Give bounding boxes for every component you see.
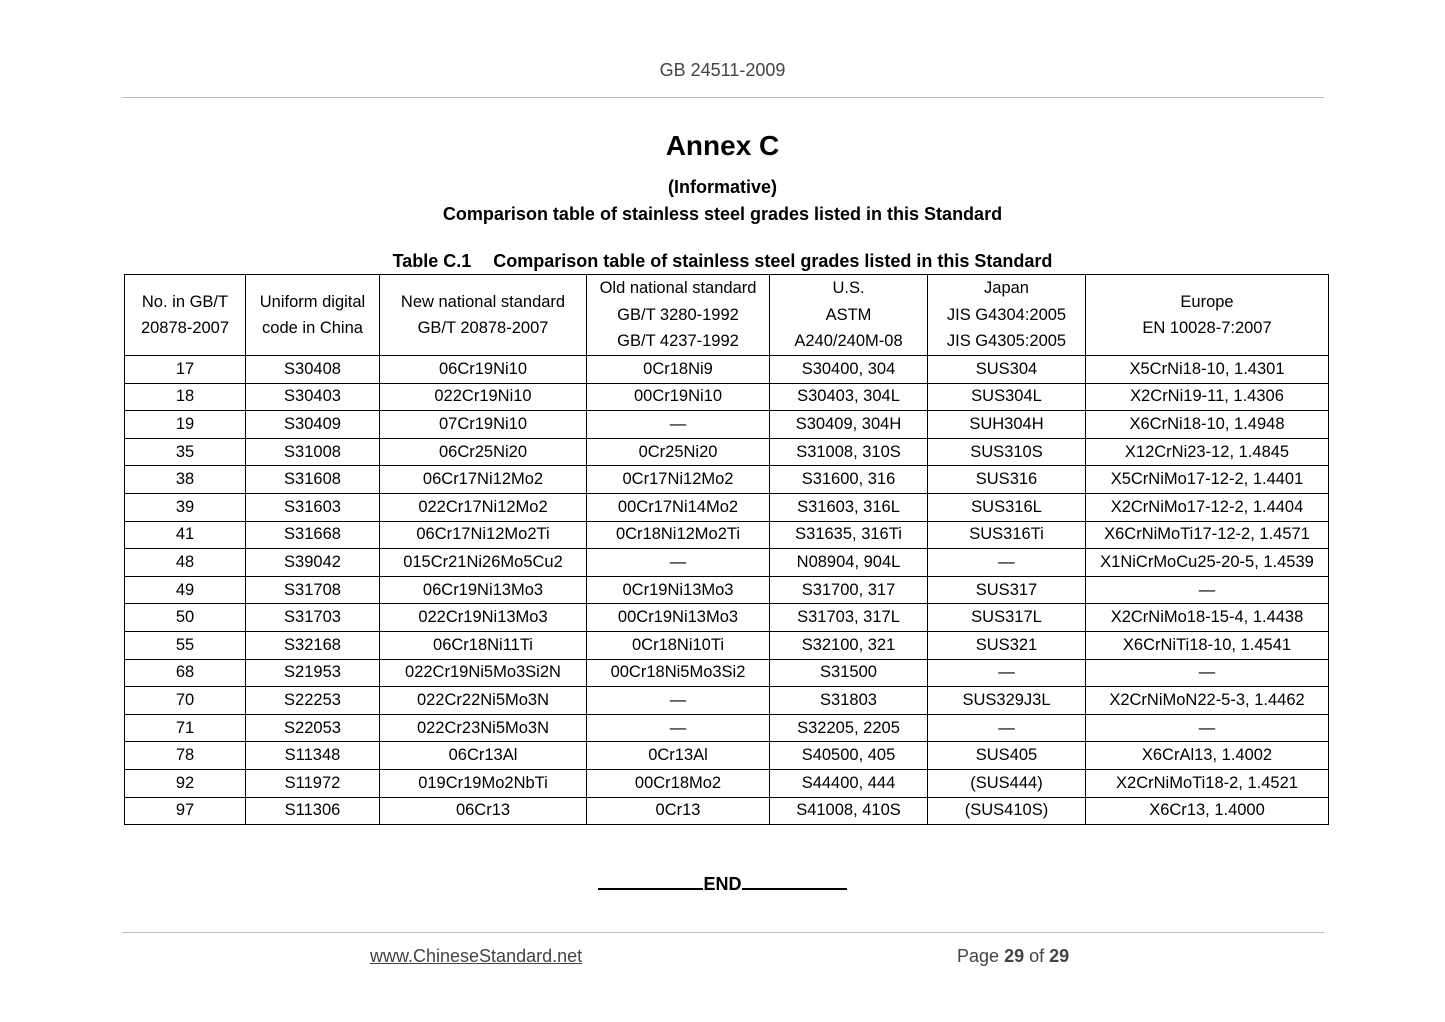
table-body (125, 356, 1329, 825)
table-cell: 0Cr18Ni12Mo2Ti (587, 521, 770, 549)
table-cell: S31008 (246, 438, 380, 466)
table-row (125, 742, 1329, 770)
table-row (125, 383, 1329, 411)
table-row (125, 521, 1329, 549)
table-cell: S11348 (246, 742, 380, 770)
table-row (125, 797, 1329, 825)
table-cell: S44400, 444 (770, 769, 928, 797)
table-cell: 06Cr13Al (380, 742, 587, 770)
table-cell: S31700, 317 (770, 576, 928, 604)
grades-comparison-table (124, 274, 1329, 825)
table-cell: S31703 (246, 604, 380, 632)
column-header-line: Europe (1180, 292, 1234, 311)
header-divider (122, 97, 1324, 98)
table-cell: S31600, 316 (770, 466, 928, 494)
table-cell: SUS405 (928, 742, 1086, 770)
table-cell: SUS321 (928, 631, 1086, 659)
end-marker (0, 870, 1445, 895)
table-cell: 022Cr19Ni5Mo3Si2N (380, 659, 587, 687)
table-cell: N08904, 904L (770, 549, 928, 577)
table-cell: S30400, 304 (770, 356, 928, 384)
table-row (125, 576, 1329, 604)
table-cell: 06Cr17Ni12Mo2Ti (380, 521, 587, 549)
table-cell: SUS316Ti (928, 521, 1086, 549)
table-cell: 17 (125, 356, 246, 384)
table-caption-label: Table C.1 (392, 251, 472, 271)
column-header-line: ASTM (825, 305, 872, 324)
table-cell: 35 (125, 438, 246, 466)
table-cell: SUS317L (928, 604, 1086, 632)
table-cell: 0Cr13Al (587, 742, 770, 770)
table-cell: — (1086, 659, 1329, 687)
table-cell: S32168 (246, 631, 380, 659)
column-header-line: EN 10028-7:2007 (1142, 319, 1272, 337)
table-cell: 00Cr18Mo2 (587, 769, 770, 797)
table-cell: SUS310S (928, 438, 1086, 466)
table-cell: X5CrNiMo17-12-2, 1.4401 (1086, 466, 1329, 494)
table-cell: 015Cr21Ni26Mo5Cu2 (380, 549, 587, 577)
table-cell: 70 (125, 687, 246, 715)
table-cell: S31608 (246, 466, 380, 494)
table-cell: X5CrNi18-10, 1.4301 (1086, 356, 1329, 384)
table-cell: SUS316L (928, 493, 1086, 521)
table-cell: S22253 (246, 687, 380, 715)
column-header-line: JIS G4305:2005 (946, 332, 1067, 351)
table-cell: 022Cr23Ni5Mo3N (380, 714, 587, 742)
table-row (125, 631, 1329, 659)
table-cell: 49 (125, 576, 246, 604)
page-current: 29 (1004, 946, 1025, 966)
table-cell: X2CrNiMoTi18-2, 1.4521 (1086, 769, 1329, 797)
table-cell: S41008, 410S (770, 797, 928, 825)
table-cell: X1NiCrMoCu25-20-5, 1.4539 (1086, 549, 1329, 577)
table-cell: — (1086, 576, 1329, 604)
table-cell: (SUS410S) (928, 797, 1086, 825)
table-cell: S11306 (246, 797, 380, 825)
table-cell: X12CrNi23-12, 1.4845 (1086, 438, 1329, 466)
table-cell: — (928, 714, 1086, 742)
end-rule-right (742, 870, 847, 890)
page-number (957, 946, 1069, 967)
table-cell: 50 (125, 604, 246, 632)
column-header-line: GB/T 4237-1992 (617, 332, 739, 351)
table-cell: S32100, 321 (770, 631, 928, 659)
column-header (380, 275, 587, 356)
column-header (928, 275, 1086, 356)
column-header (770, 275, 928, 356)
table-cell: — (587, 687, 770, 715)
table-cell: SUS316 (928, 466, 1086, 494)
table-cell: S31603, 316L (770, 493, 928, 521)
table-caption-text: Comparison table of stainless steel grades listed in this Standard (493, 251, 1053, 271)
table-cell: S31703, 317L (770, 604, 928, 632)
column-header-line: New national standard (400, 292, 566, 311)
table-cell: 68 (125, 659, 246, 687)
table-row (125, 356, 1329, 384)
table-cell: — (587, 714, 770, 742)
table-cell: X6CrNi18-10, 1.4948 (1086, 411, 1329, 439)
table-cell: — (1086, 714, 1329, 742)
page-of: of (1029, 946, 1045, 966)
table-cell: 00Cr17Ni14Mo2 (587, 493, 770, 521)
table-cell: 0Cr17Ni12Mo2 (587, 466, 770, 494)
table-cell: SUS317 (928, 576, 1086, 604)
table-cell: SUS329J3L (928, 687, 1086, 715)
table-cell: 92 (125, 769, 246, 797)
table-cell: S31008, 310S (770, 438, 928, 466)
table-cell: 00Cr18Ni5Mo3Si2 (587, 659, 770, 687)
website-link[interactable]: www.ChineseStandard.net (370, 946, 583, 966)
table-cell: 06Cr18Ni11Ti (380, 631, 587, 659)
table-cell: 48 (125, 549, 246, 577)
table-cell: S30409 (246, 411, 380, 439)
table-cell: S30409, 304H (770, 411, 928, 439)
column-header-line: Japan (984, 279, 1029, 298)
table-cell: 55 (125, 631, 246, 659)
table-cell: 06Cr13 (380, 797, 587, 825)
table-row (125, 769, 1329, 797)
table-cell: 41 (125, 521, 246, 549)
table-cell: 38 (125, 466, 246, 494)
table-cell: SUS304L (928, 383, 1086, 411)
table-cell: S30408 (246, 356, 380, 384)
table-cell: X2CrNiMoN22-5-3, 1.4462 (1086, 687, 1329, 715)
table-row (125, 493, 1329, 521)
table-cell: S31635, 316Ti (770, 521, 928, 549)
table-cell: S31803 (770, 687, 928, 715)
column-header (246, 275, 380, 356)
table-cell: 019Cr19Mo2NbTi (380, 769, 587, 797)
table-header (125, 275, 1329, 356)
table-cell: S40500, 405 (770, 742, 928, 770)
table-cell: 0Cr19Ni13Mo3 (587, 576, 770, 604)
table-cell: 71 (125, 714, 246, 742)
column-header-line: U.S. (832, 279, 865, 298)
end-text: END (703, 874, 742, 894)
table-row (125, 466, 1329, 494)
table-cell: (SUS444) (928, 769, 1086, 797)
table-cell: 19 (125, 411, 246, 439)
table-row (125, 659, 1329, 687)
table-cell: X6CrAl13, 1.4002 (1086, 742, 1329, 770)
table-cell: S39042 (246, 549, 380, 577)
page-prefix: Page (957, 946, 1000, 966)
table-cell: 0Cr25Ni20 (587, 438, 770, 466)
column-header-line: code in China (262, 319, 363, 337)
table-cell: 022Cr19Ni13Mo3 (380, 604, 587, 632)
table-cell: S32205, 2205 (770, 714, 928, 742)
table-cell: 0Cr18Ni9 (587, 356, 770, 384)
column-header-line: GB/T 3280-1992 (617, 305, 739, 324)
column-header (587, 275, 770, 356)
table-cell: — (587, 549, 770, 577)
table-cell: S31668 (246, 521, 380, 549)
table-cell: 78 (125, 742, 246, 770)
table-caption (0, 251, 1445, 272)
table-cell: SUH304H (928, 411, 1086, 439)
table-cell: X2CrNiMo17-12-2, 1.4404 (1086, 493, 1329, 521)
page-total: 29 (1049, 946, 1070, 966)
table-row (125, 411, 1329, 439)
table-cell: S30403, 304L (770, 383, 928, 411)
table-cell: 022Cr22Ni5Mo3N (380, 687, 587, 715)
table-cell: X2CrNiMo18-15-4, 1.4438 (1086, 604, 1329, 632)
table-cell: SUS304 (928, 356, 1086, 384)
table-cell: — (587, 411, 770, 439)
table-cell: 06Cr17Ni12Mo2 (380, 466, 587, 494)
table-cell: 0Cr13 (587, 797, 770, 825)
table-cell: 022Cr19Ni10 (380, 383, 587, 411)
column-header (1086, 275, 1329, 356)
column-header (125, 275, 246, 356)
annex-heading: Comparison table of stainless steel grades listed in this Standard (442, 204, 1003, 224)
table-cell: X6CrNiMoTi17-12-2, 1.4571 (1086, 521, 1329, 549)
column-header-line: No. in GB/T (141, 292, 229, 311)
table-cell: S31708 (246, 576, 380, 604)
table-cell: 06Cr19Ni10 (380, 356, 587, 384)
table-cell: X6CrNiTi18-10, 1.4541 (1086, 631, 1329, 659)
table-cell: — (928, 549, 1086, 577)
table-row (125, 714, 1329, 742)
table-cell: S22053 (246, 714, 380, 742)
table-cell: 0Cr18Ni10Ti (587, 631, 770, 659)
annex-title: Annex C (665, 130, 780, 161)
table-cell: 39 (125, 493, 246, 521)
column-header-line: Uniform digital (259, 292, 366, 311)
document-code-header: GB 24511-2009 (659, 60, 786, 80)
table-cell: S30403 (246, 383, 380, 411)
table-header-row (125, 275, 1329, 356)
table-row (125, 438, 1329, 466)
column-header-line: GB/T 20878-2007 (417, 319, 549, 337)
table-cell: 97 (125, 797, 246, 825)
table-cell: S31603 (246, 493, 380, 521)
table-cell: — (928, 659, 1086, 687)
table-cell: 06Cr25Ni20 (380, 438, 587, 466)
table-row (125, 687, 1329, 715)
table-cell: 18 (125, 383, 246, 411)
table-cell: 06Cr19Ni13Mo3 (380, 576, 587, 604)
table-cell: S21953 (246, 659, 380, 687)
column-header-line: A240/240M-08 (794, 332, 903, 351)
column-header-line: JIS G4304:2005 (946, 305, 1067, 324)
end-rule-left (598, 870, 703, 890)
table-cell: 00Cr19Ni10 (587, 383, 770, 411)
column-header-line: 20878-2007 (140, 319, 230, 337)
table-row (125, 549, 1329, 577)
column-header-line: Old national standard (599, 279, 757, 298)
table-cell: X6Cr13, 1.4000 (1086, 797, 1329, 825)
table-cell: 022Cr17Ni12Mo2 (380, 493, 587, 521)
table-cell: S11972 (246, 769, 380, 797)
footer-divider (122, 932, 1324, 933)
table-cell: X2CrNi19-11, 1.4306 (1086, 383, 1329, 411)
table-cell: 07Cr19Ni10 (380, 411, 587, 439)
table-cell: 00Cr19Ni13Mo3 (587, 604, 770, 632)
table-cell: S31500 (770, 659, 928, 687)
annex-subtitle: (Informative) (667, 177, 777, 197)
table-row (125, 604, 1329, 632)
